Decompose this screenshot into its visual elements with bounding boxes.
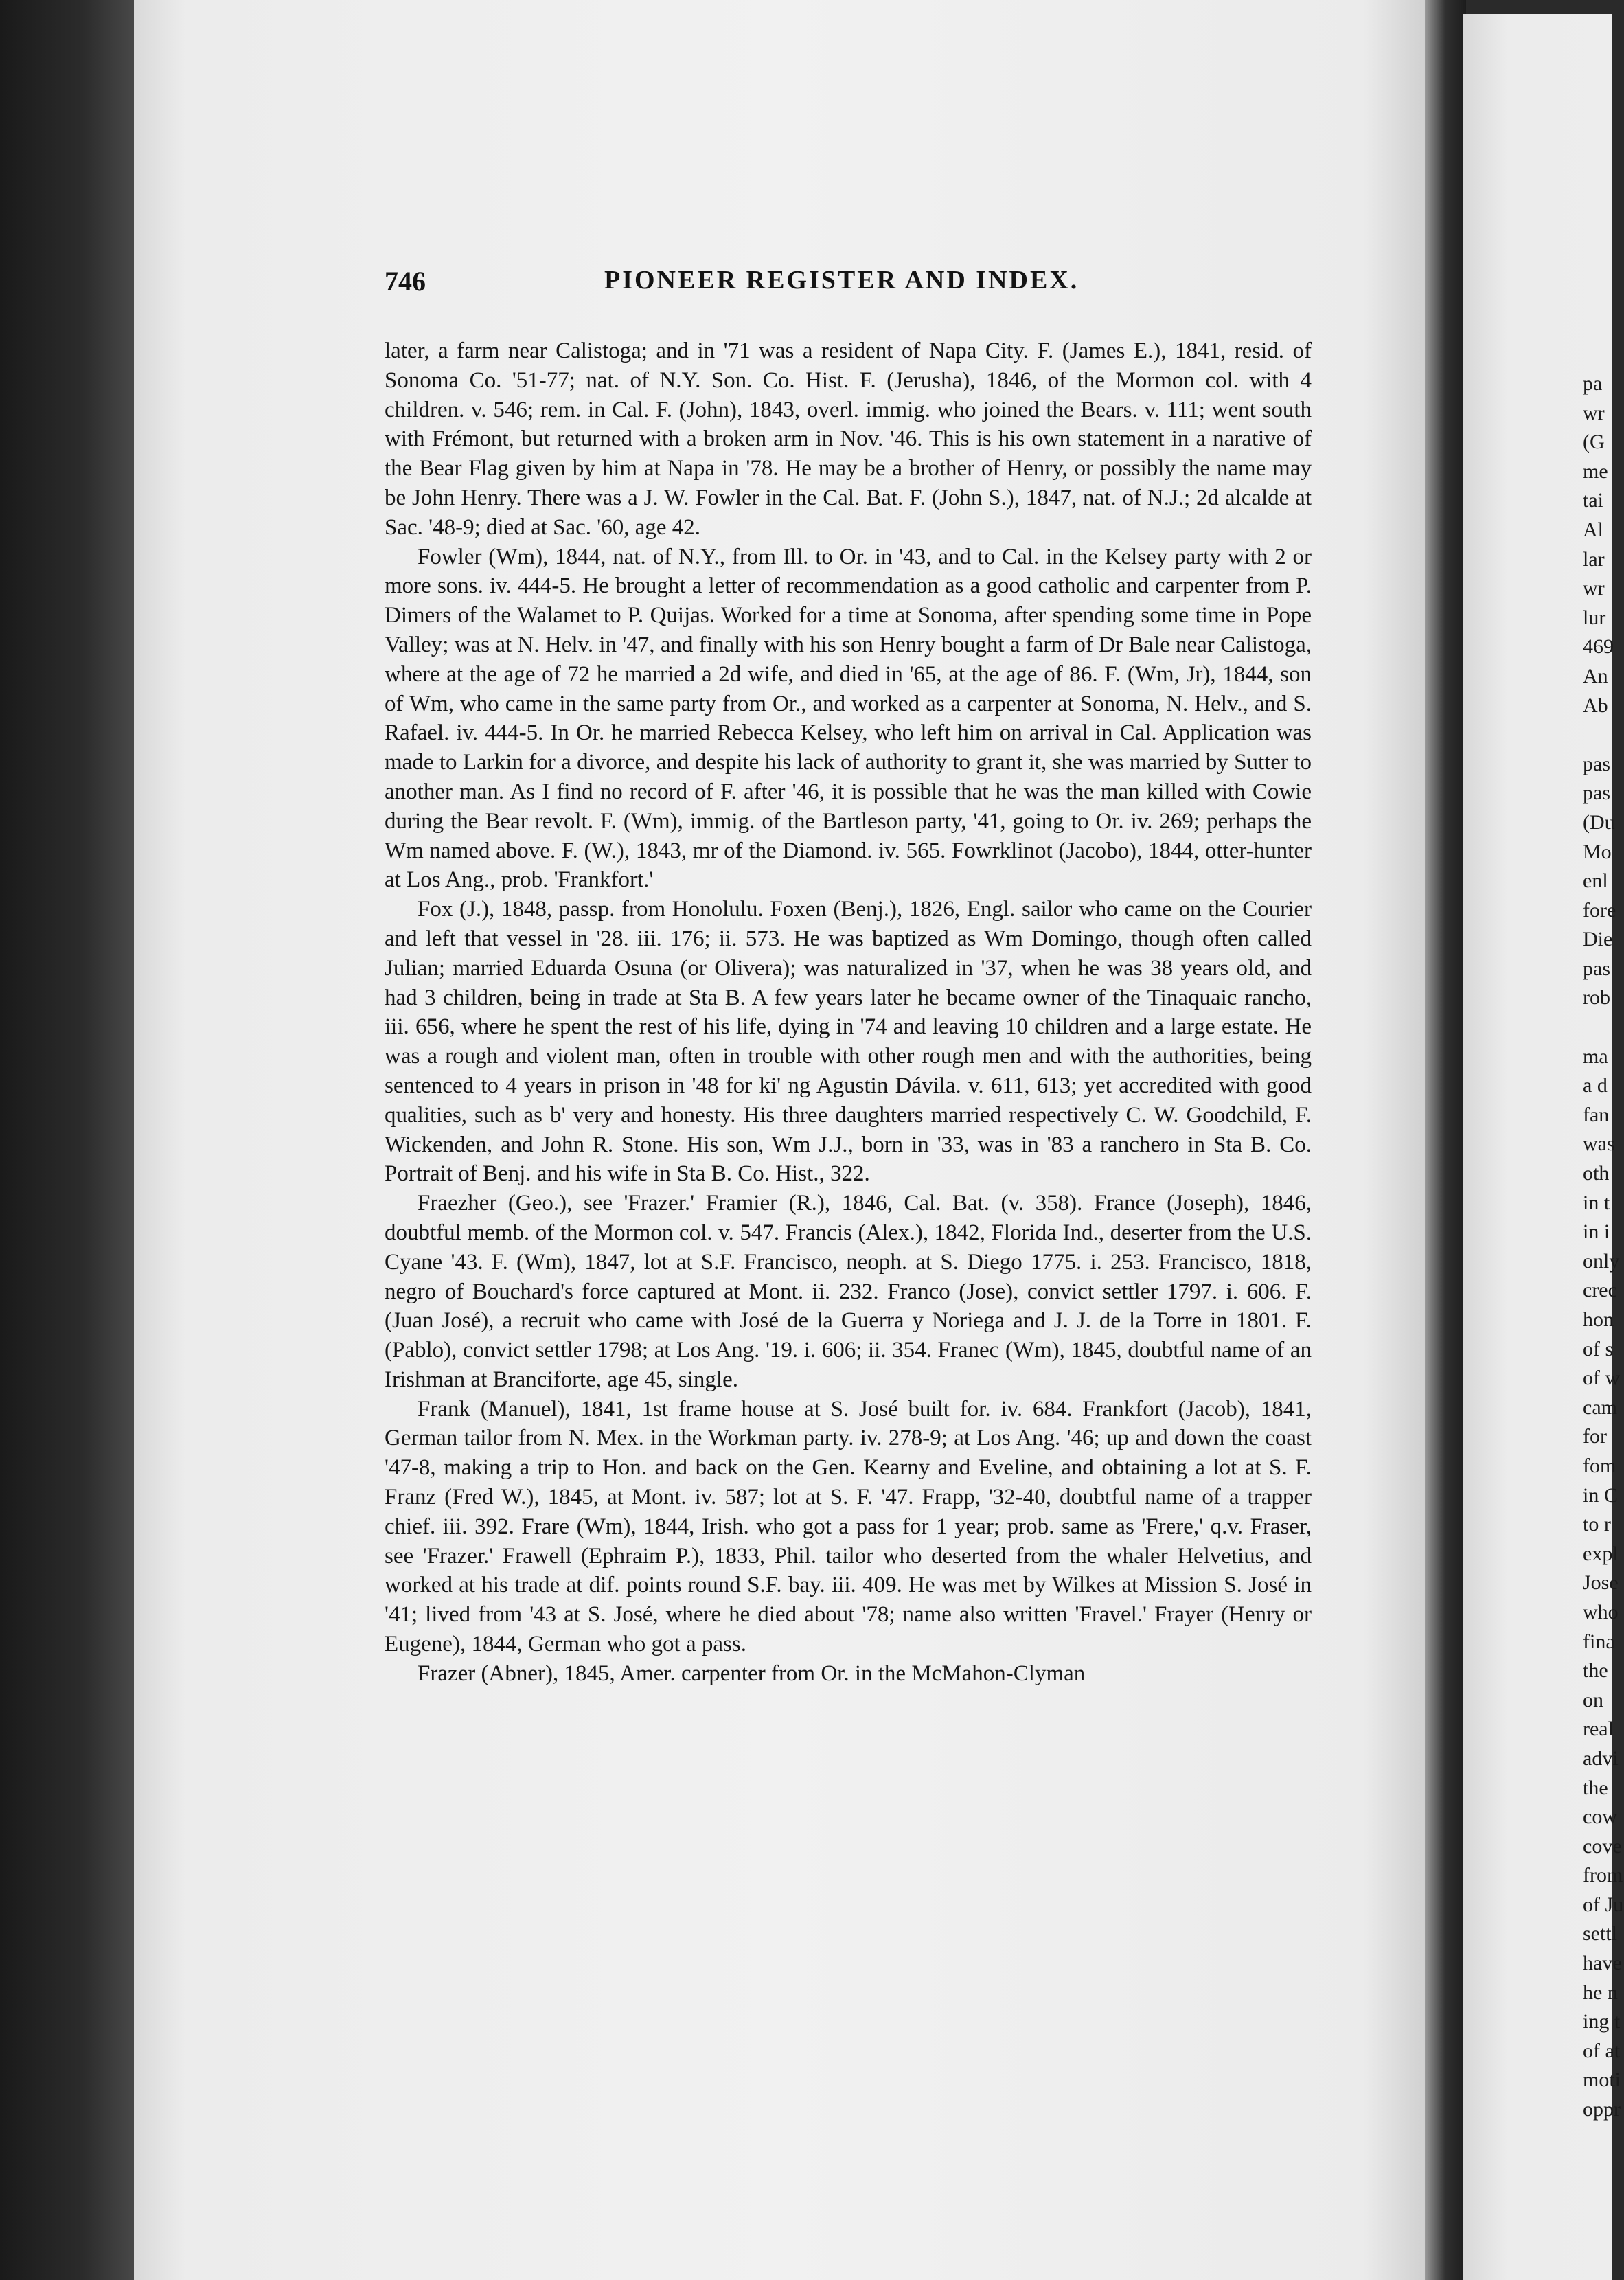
facing-page-line: real <box>1583 1718 1614 1741</box>
facing-page-line: for <box>1583 1425 1607 1448</box>
facing-page-line: ing t <box>1583 2010 1621 2033</box>
facing-page-line: (G <box>1583 431 1605 454</box>
facing-page-line: pas <box>1583 957 1610 980</box>
paragraph-fox: Fox (J.), 1848, passp. from Honolulu. Foxen (Benj.), 1826, Engl. sailor who came on the Courier and left that vessel in '28. iii. 176; ii. 573. He was baptized as Wm Domingo, though often called Julian; married Eduarda Osuna (or Olivera); was naturalized in '37, when he was 38 years old, and had 3 children, being in trade at Sta B. A few years later he became owner of the Tinaquaic rancho, iii. 656, where he spent the rest of his life, dying in '74 and leaving 10 children and a large estate. He was a rough and violent man, often in trouble with other rough men and with the authorities, being sentenced to 4 years in prison in '48 for ki' ng Agustin Dávila. v. 611, 613; yet accredited with good qualities, such as b' very and honesty. His three daughters married respectively C. W. Goodchild, F. Wickenden, and John R. Stone. His son, Wm J.J., born in '33, was in '83 a ranchero in Sta B. Co. Portrait of Benj. and his wife in Sta B. Co. Hist., 322. <box>385 897 1312 1187</box>
book-gutter <box>1425 0 1466 2280</box>
facing-page-line: to r <box>1583 1513 1611 1536</box>
paragraph-fraezher: Fraezher (Geo.), see 'Frazer.' Framier (R.), 1846, Cal. Bat. (v. 358). France (Joseph), 1846, doubtful memb. of the Mormon col. v. 547. Francis (Alex.), 1842, Florida Ind., deserter from the U.S. Cyane '43. F. (Wm), 1847, lot at S.F. Francisco, neoph. at S. Diego 1775. i. 253. Francisco, 1818, negro of Bouchard's force captured at Mont. ii. 232. Franco (Jose), convict settler 1797. i. 606. F. (Juan José), a recruit who came with José de la Guerra y Noriega and J. J. de la Torre in 1801. F. (Pablo), convict settler 1798; at Los Ang. '19. i. 606; ii. 354. Franec (Wm), 1845, doubtful name of an Irishman at Branciforte, age 45, single. <box>385 1191 1312 1392</box>
facing-page-line: the <box>1583 1776 1608 1799</box>
facing-page-line: moti <box>1583 2068 1621 2092</box>
facing-page-line: ma <box>1583 1045 1608 1068</box>
facing-page-line: advi <box>1583 1746 1619 1770</box>
paragraph-frank: Frank (Manuel), 1841, 1st frame house at S. José built for. iv. 684. Frankfort (Jacob), 1841, German tailor from N. Mex. in the Workman party. iv. 278-9; at Los Ang. '46; up and down the coast '47-8, making a trip to Hon. and back on the Gen. Kearny and Eveline, and obtaining a lot at S. F. Franz (Fred W.), 1845, at Mont. iv. 587; lot at S. F. '47. Frapp, '32-40, doubtful name of a trapper chief. iii. 392. Frare (Wm), 1844, Irish. who got a pass for 1 year; prob. same as 'Frere,' q.v. Fraser, see 'Frazer.' Frawell (Ephraim P.), 1833, Phil. tailor who deserted from the whaler Helvetius, and worked at his trade at dif. points round S.F. bay. iii. 409. He was met by Wilkes at Mission S. José in '41; lived from '43 at S. José, where he died about '78; name also written 'Fravel.' Frayer (Henry or Eugene), 1844, German who got a pass. <box>385 1396 1312 1657</box>
facing-page-line: cow <box>1583 1805 1617 1829</box>
facing-page-line: lar <box>1583 547 1605 571</box>
body-text <box>385 337 1312 1689</box>
facing-page-line <box>1583 720 1624 750</box>
facing-page-line: have <box>1583 1952 1622 1975</box>
facing-page-line: pas <box>1583 782 1610 805</box>
facing-page-line: fan <box>1583 1103 1610 1126</box>
facing-page-line: Ab <box>1583 694 1608 717</box>
facing-page-line: An <box>1583 664 1608 687</box>
facing-page-line: wr <box>1583 401 1605 424</box>
facing-page-line: hon <box>1583 1308 1614 1331</box>
facing-page-line: in i <box>1583 1220 1610 1244</box>
facing-page-text-fragments <box>1583 369 1624 2125</box>
running-head: PIONEER REGISTER AND INDEX. <box>604 266 1079 295</box>
facing-page-line: was <box>1583 1132 1615 1156</box>
facing-page-line: a d <box>1583 1074 1608 1097</box>
facing-page-line: fina <box>1583 1630 1615 1653</box>
facing-page-line: oppr <box>1583 2098 1621 2121</box>
facing-page-line: in C <box>1583 1483 1618 1507</box>
facing-page-line: oth <box>1583 1162 1610 1185</box>
facing-page-line: Jose <box>1583 1571 1619 1595</box>
facing-page-line: tai <box>1583 489 1603 512</box>
facing-page-line: of at <box>1583 2039 1621 2062</box>
facing-page-line: pa <box>1583 372 1603 395</box>
facing-page-line: (Du <box>1583 810 1615 834</box>
facing-page-line: lur <box>1583 606 1606 629</box>
facing-page-line: from <box>1583 1864 1623 1887</box>
page-number: 746 <box>385 266 426 297</box>
facing-page-line: the <box>1583 1659 1608 1683</box>
facing-page-line: he n <box>1583 1981 1618 2004</box>
facing-page-line: on <box>1583 1688 1603 1711</box>
facing-page-line <box>1583 1013 1624 1042</box>
facing-page-line: of s <box>1583 1337 1614 1360</box>
facing-page <box>1463 14 1624 2280</box>
facing-page-line: cam <box>1583 1395 1617 1419</box>
facing-page-line: enl <box>1583 869 1608 893</box>
facing-page-line: Al <box>1583 518 1603 541</box>
facing-page-line: expl <box>1583 1542 1619 1565</box>
facing-page-line: of Ju <box>1583 1893 1624 1916</box>
facing-page-line: cove <box>1583 1834 1622 1858</box>
paragraph-fowler-wm: Fowler (Wm), 1844, nat. of N.Y., from Ill. to Or. in '43, and to Cal. in the Kelsey party with 2 or more sons. iv. 444-5. He brought a letter of recommendation as a good catholic and carpenter from P. Dimers of the Walamet to P. Quijas. Worked for a time at Sonoma, after spending some time in Pope Valley; was at N. Helv. in '47, and finally with his son Henry bought a farm of Dr Bale near Calistoga, where at the age of 72 he married a 2d wife, and died in '65, at the age of 86. F. (Wm, Jr), 1844, son of Wm, who came in the same party from Or., and worked as a carpenter at Sonoma, N. Helv., and S. Rafael. iv. 444-5. In Or. he married Rebecca Kelsey, who left him on arrival in Cal. Application was made to Larkin for a divorce, and despite his lack of authority to grant it, she was married by Sutter to another man. As I find no record of F. after '46, it is possible that he was the man killed with Cowie during the Bear revolt. F. (Wm), immig. of the Bartleson party, '41, going to Or. iv. 269; perhaps the Wm named above. F. (W.), 1843, mr of the Diamond. iv. 565. Fowrklinot (Jacobo), 1844, otter-hunter at Los Ang., prob. 'Frankfort.' <box>385 544 1312 893</box>
paragraph-fowler-family-cont: later, a farm near Calistoga; and in '71 was a resident of Napa City. F. (James E.), 1841, resid. of Sonoma Co. '51-77; nat. of N.Y. Son. Co. Hist. F. (Jerusha), 1846, of the Mormon col. with 4 children. v. 546; rem. in Cal. F. (John), 1843, overl. immig. who joined the Bears. v. 111; went south with Frémont, but returned with a broken arm in Nov. '46. This is his own statement in a narative of the Bear Flag given by him at Napa in '78. He may be a brother of Henry, or possibly the name may be John Henry. There was a J. W. Fowler in the Cal. Bat. F. (John S.), 1847, nat. of N.J.; 2d alcalde at Sac. '48-9; died at Sac. '60, age 42. <box>385 339 1312 540</box>
facing-page-line: settl <box>1583 1922 1617 1946</box>
facing-page-line: Die <box>1583 928 1613 951</box>
facing-page-line: in t <box>1583 1191 1610 1214</box>
facing-page-line: crec <box>1583 1279 1617 1302</box>
facing-page-line: wr <box>1583 577 1605 600</box>
facing-page-line: who <box>1583 1600 1619 1623</box>
facing-page-line: me <box>1583 459 1608 483</box>
facing-page-line: fore <box>1583 898 1616 922</box>
facing-page-line: rob <box>1583 986 1610 1010</box>
facing-page-line: only <box>1583 1249 1620 1273</box>
paragraph-frazer: Frazer (Abner), 1845, Amer. carpenter from Or. in the McMahon-Clyman <box>418 1661 1086 1686</box>
scan-margin-left <box>0 0 137 2280</box>
facing-page-line: of w <box>1583 1367 1621 1390</box>
facing-page-line: fom <box>1583 1454 1616 1477</box>
page-header <box>385 265 1332 306</box>
facing-page-line: pas <box>1583 752 1610 775</box>
facing-page-line: 469 <box>1583 635 1614 659</box>
facing-page-line: Mo <box>1583 840 1612 863</box>
